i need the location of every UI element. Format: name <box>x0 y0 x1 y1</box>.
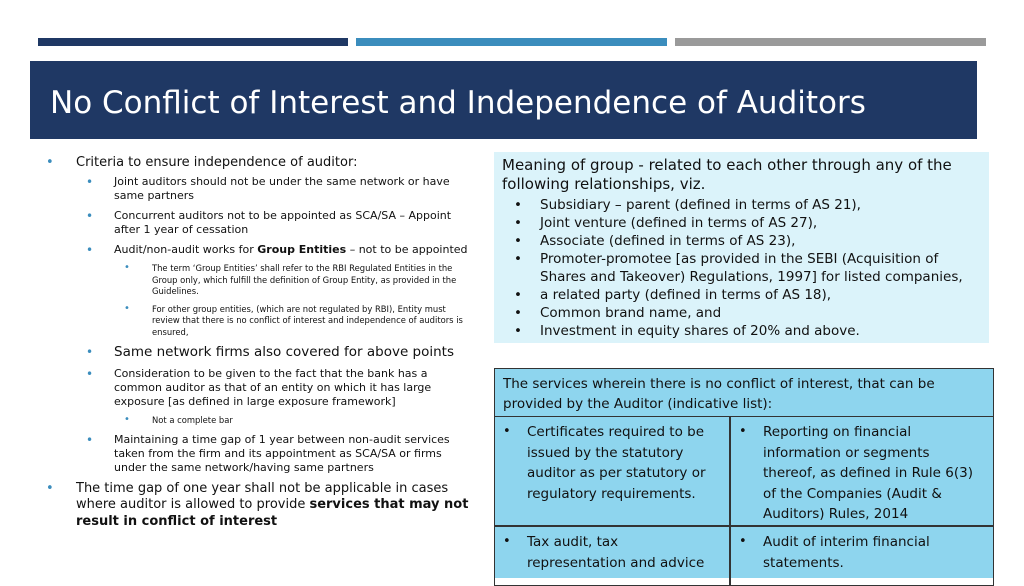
list-item: • Consideration to be given to the fact that the bank has a common auditor as that of an entity on which it has large exposure [as defined in large exposure framework] <box>86 367 432 408</box>
bullet-icon: • <box>514 251 522 267</box>
bullet-icon: • <box>46 155 54 170</box>
bullet-icon: • <box>86 367 94 381</box>
services-table-header: The services wherein there is no conflict of interest, that can be provided by the Auditor (indicative list): <box>494 368 994 417</box>
title-band <box>30 61 977 139</box>
bullet-icon: • <box>514 197 522 213</box>
bullet-icon: • <box>86 209 94 223</box>
list-item: • Audit/non-audit works for Group Entities – not to be appointed <box>86 243 468 257</box>
table-cell: • Audit of interim financial statements. <box>730 526 994 586</box>
bullet-icon: • <box>503 534 511 549</box>
table-cell: • Certificates required to be issued by the statutory auditor as per statutory or regulatory requirements. <box>494 416 730 526</box>
bullet-icon: • <box>86 432 94 447</box>
bullet-icon: • <box>86 175 94 189</box>
list-item: • For other group entities, (which are not regulated by RBI), Entity must review that there is no conflict of interest and independence of auditors is ensured, <box>124 302 463 337</box>
list-item: • Maintaining a time gap of 1 year between non-audit services taken from the firm and its appointment as SCA/SA or firms under the same network/having same partners <box>86 432 450 474</box>
bullet-icon: • <box>46 480 54 496</box>
bullet-icon: • <box>514 233 522 249</box>
bullet-icon: • <box>514 305 522 321</box>
list-item: • The term ‘Group Entities’ shall refer to the RBI Regulated Entities in the Group only, which fulfill the definition of Group Entity, as provided in the Guidelines. <box>124 262 457 296</box>
list-item: • Concurrent auditors not to be appointed as SCA/SA – Appoint after 1 year of cessation <box>86 209 452 236</box>
list-item: • Criteria to ensure independence of auditor: <box>46 155 358 170</box>
bullet-icon: • <box>124 302 130 314</box>
bullet-icon: • <box>514 215 522 231</box>
bullet-icon: • <box>86 345 94 359</box>
left-bullet-list <box>46 155 476 534</box>
accent-bar-blue <box>356 38 667 46</box>
relationship-list <box>514 196 984 340</box>
services-table <box>494 368 994 578</box>
bullet-icon: • <box>739 424 747 439</box>
group-meaning-box <box>494 152 989 343</box>
list-item: • Same network firms also covered for above points <box>86 344 455 360</box>
table-cell: • Reporting on financial information or segments thereof, as defined in Rule 6(3) of the Companies (Audit & Auditors) Rules, 2014 <box>730 416 994 526</box>
list-item: • Promoter-promotee [as provided in the SEBI (Acquisition of Shares and Takeover) Regulations, 1997] for listed companies, <box>514 251 963 285</box>
bullet-icon: • <box>514 323 522 339</box>
bullet-icon: • <box>86 243 94 257</box>
bullet-icon: • <box>514 287 522 303</box>
accent-bar-navy <box>38 38 348 46</box>
bullet-icon: • <box>124 262 130 273</box>
table-cell: • Tax audit, tax representation and advice <box>494 526 730 586</box>
list-item: • The time gap of one year shall not be applicable in cases where auditor is allowed to provide services that may not result in conflict of interest <box>46 480 469 529</box>
slide-title: No Conflict of Interest and Independence of Auditors <box>50 85 866 121</box>
list-item: • Subsidiary – parent (defined in terms of AS 21), <box>514 197 861 213</box>
accent-bar-grey <box>675 38 986 46</box>
list-item: • Joint auditors should not be under the same network or have same partners <box>86 175 450 202</box>
bullet-icon: • <box>124 414 130 425</box>
bullet-icon: • <box>739 534 747 549</box>
list-item: • Joint venture (defined in terms of AS 27), <box>514 215 818 231</box>
bullet-icon: • <box>503 424 511 439</box>
group-meaning-heading: Meaning of group - related to each other through any of the following relationships, viz. <box>502 156 952 193</box>
list-item: • Common brand name, and <box>514 305 722 321</box>
list-item: • Not a complete bar <box>124 414 233 425</box>
list-item: • a related party (defined in terms of AS 18), <box>514 287 832 303</box>
list-item: • Investment in equity shares of 20% and above. <box>514 323 860 339</box>
list-item: • Associate (defined in terms of AS 23), <box>514 233 796 249</box>
